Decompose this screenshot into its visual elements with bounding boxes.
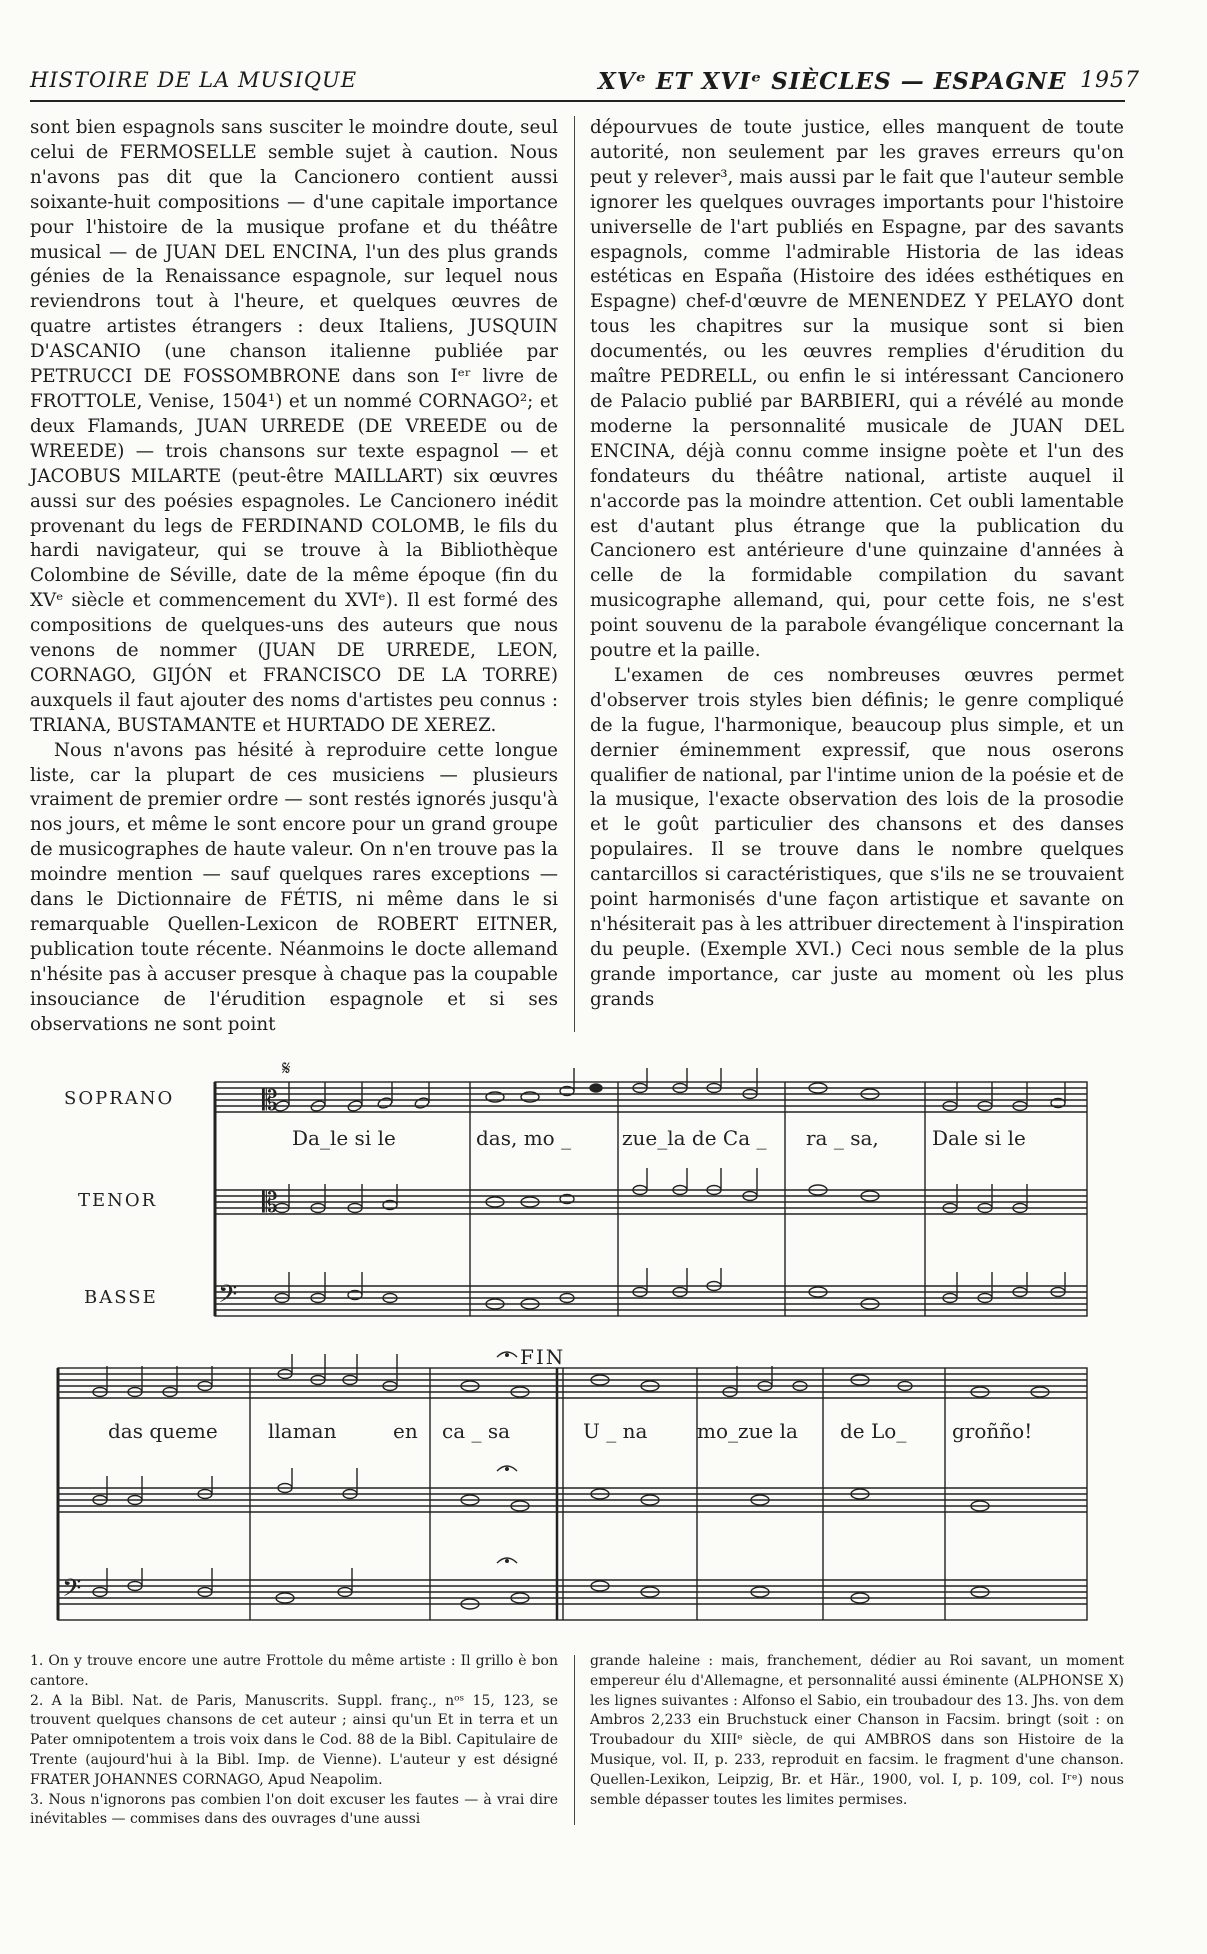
lyric: ra _ sa, bbox=[806, 1126, 879, 1150]
lyric: das queme bbox=[108, 1419, 218, 1443]
voice-label-soprano: SOPRANO bbox=[64, 1088, 175, 1109]
running-header-left: HISTOIRE DE LA MUSIQUE bbox=[30, 68, 358, 92]
body-paragraph: Nous n'avons pas hésité à reproduire cette longue liste, car la plupart de ces musiciens — plusieurs vraiment de premier ordre — sont restés ignorés jusqu'à nos jours, et même le sont encore pour un grand groupe de musicographes de haute valeur. On n'en trouve pas la moindre mention — sauf quelques rares exceptions — dans le Dictionnaire de FÉTIS, ni même dans le si remarquable Quellen-Lexicon de ROBERT EITNER, publication toute récente. Néanmoins le docte allemand n'hésite pas à accuser presque à chaque pas la coupable insouciance de l'érudition espagnole et si ses observations ne sont point bbox=[30, 739, 558, 1035]
clef-bass: 𝄢 bbox=[218, 1280, 238, 1315]
body-paragraph: dépourvues de toute justice, elles manquent de toute autorité, non seulement par les graves erreurs qu'on peut y relever³, mais aussi par le fait que l'auteur semble ignorer les quelques ouvrages importants pour l'histoire universelle de l'art publiés en Espagne, par des savants espagnols, comme l'admirable Historia de las ideas estéticas en España (Histoire des idées esthétiques en Espagne) chef-d'œuvre de MENENDEZ Y PELAYO dont tous les chapitres sur la musique sont si bien documentés, ou les œuvres remplies d'érudition du maître PEDRELL, ou enfin le si intéressant Cancionero de Palacio publié par BARBIERI, qui a révélé au monde moderne la personnalité musicale de JUAN DEL ENCINA, déjà connu comme insigne poète et l'un des fondateurs du théâtre national, artiste auquel il n'accorde pas la moindre attention. Cet oubli lamentable est d'autant plus étrange que la publication du Cancionero est antérieure d'une quinzaine d'années à celle de la formidable compilation du savant musicographe allemand, qui, pour cette fois, ne s'est point souvenu de la parabole évangélique concernant la poutre et la paille. bbox=[590, 117, 1124, 662]
fin-marker: FIN bbox=[520, 1345, 566, 1369]
notes-system1 bbox=[274, 1068, 1065, 1309]
footnote: grande haleine : mais, franchement, dédier au Roi savant, un moment empereur élu d'Allemagne, et personnalité aussi éminente (ALPHONSE X) les lignes suivantes : Alfonso el Sabio, ein troubadour des 13. Jhs. von dem Ambros 2,233 ein Bruchstuck einer Chanson in Facsim. bringt (soit : on Troubadour du XIIIᵉ siècle, de qui AMBROS dans son Histoire de la Musique, vol. II, p. 233, reproduit en facsim. le fragment d'une chanson. Quellen-Lexikon, Leipzig, Br. et Här., 1900, vol. I, p. 109, col. Iʳᵉ) nous semble dépasser toutes les limites permises. bbox=[590, 1653, 1124, 1808]
lyric: das, mo _ bbox=[476, 1126, 572, 1150]
clef-tenor: 𝄡 bbox=[262, 1186, 278, 1219]
footnote: 1. On y trouve encore une autre Frottole du même artiste : Il grillo è bon cantore. bbox=[30, 1653, 558, 1689]
footnote: 2. A la Bibl. Nat. de Paris, Manuscrits. Suppl. franç., nᵒˢ 15, 123, se trouvent quelques chansons de cet auteur ; ainsi qu'un Et in terra et un Pater omnipotentem a trois voix dans le Cod. 88 de la Bibl. Capitulaire de Trente (aujourd'hui à la Bibl. Imp. de Vienne). L'auteur y est désigné FRATER JOHANNES CORNAGO, Apud Neapolim. bbox=[30, 1692, 558, 1788]
staff-bass bbox=[215, 1286, 1087, 1310]
lyric: Da_le si le bbox=[292, 1126, 396, 1150]
running-header-right: XVᵉ ET XVIᵉ SIÈCLES — ESPAGNE bbox=[598, 68, 1067, 95]
body-paragraph: sont bien espagnols sans susciter le moindre doute, seul celui de FERMOSELLE semble sujet à caution. Nous n'avons pas dit que la Cancionero contient aussi soixante-huit compositions — d'une capitale importance pour l'histoire de la musique profane et du théâtre musical — de JUAN DEL ENCINA, l'un des plus grands génies de la Renaissance espagnole, sur lequel nous reviendrons tout à l'heure, et quelques œuvres de quatre artistes étrangers : deux Italiens, JUSQUIN D'ASCANIO (une chanson italienne publiée par PETRUCCI DE FOSSOMBRONE dans son Iᵉʳ livre de FROTTOLE, Venise, 1504¹) et un nommé CORNAGO²; et deux Flamands, JUAN URREDE (DE VREEDE ou de WREEDE) — trois chansons sur texte espagnol — et JACOBUS MILARTE (peut-être MAILLART) six œuvres aussi sur des poésies espagnoles. Le Cancionero inédit provenant du legs de FERDINAND COLOMB, le fils du hardi navigateur, qui se trouve à la Bibliothèque Colombine de Séville, date de la même époque (fin du XVᵉ siècle et commencement du XVIᵉ). Il est formé des compositions de quelques-uns des auteurs que nous venons de nommer (JUAN DE URREDE, LEON, CORNAGO, GIJÓN et FRANCISCO DE LA TORRE) auxquels il faut ajouter des noms d'artistes peu connus : TRIANA, BUSTAMANTE et HURTADO DE XEREZ. bbox=[30, 117, 558, 736]
voice-label-bass: BASSE bbox=[84, 1287, 158, 1308]
clef-soprano: 𝄡 bbox=[262, 1084, 278, 1117]
lyric: en bbox=[393, 1419, 418, 1443]
lyric: zue_la de Ca _ bbox=[622, 1126, 767, 1150]
clef-bass-system2: 𝄢 bbox=[62, 1574, 82, 1609]
lyric: mo_zue la bbox=[697, 1419, 798, 1443]
footnotes-left bbox=[30, 1652, 558, 1830]
body-paragraph: L'examen de ces nombreuses œuvres permet d'observer trois styles bien définis; le genre compliqué de la fugue, l'harmonique, beaucoup plus simple, et un dernier éminemment expressif, que nous oserons qualifier de national, par l'intime union de la poésie et de la musique, l'exacte observation des lois de la prosodie et le goût particulier des chansons et des danses populaires. Il se trouve dans le nombre quelques cantarcillos si caractéristiques, que s'ils ne se trouvaient point harmonisés d'une façon artistique et savante on n'hésiterait pas à les attribuer directement à l'inspiration du peuple. (Exemple XVI.) Ceci nous semble de la plus grande importance, car juste au moment où les plus grands bbox=[590, 664, 1124, 1010]
segno-sign: 𝄋 bbox=[282, 1056, 291, 1080]
clefs-system1 bbox=[218, 1084, 278, 1315]
page-number: 1957 bbox=[1080, 68, 1140, 93]
lyric: ca _ sa bbox=[442, 1419, 511, 1443]
system1-frame bbox=[215, 1082, 1087, 1316]
lyric: Dale si le bbox=[932, 1126, 1026, 1150]
lyric: llaman bbox=[268, 1419, 337, 1443]
voice-label-tenor: TENOR bbox=[78, 1190, 158, 1211]
lyric: U _ na bbox=[583, 1419, 648, 1443]
footnote: 3. Nous n'ignorons pas combien l'on doit excuser les fautes — à vrai dire inévitables — commises dans des ouvrages d'une aussi bbox=[30, 1791, 558, 1828]
footnotes-right bbox=[590, 1652, 1124, 1810]
footnote-divider bbox=[574, 1655, 575, 1825]
lyric: groñño! bbox=[952, 1419, 1033, 1443]
lyric: de Lo_ bbox=[840, 1419, 907, 1443]
